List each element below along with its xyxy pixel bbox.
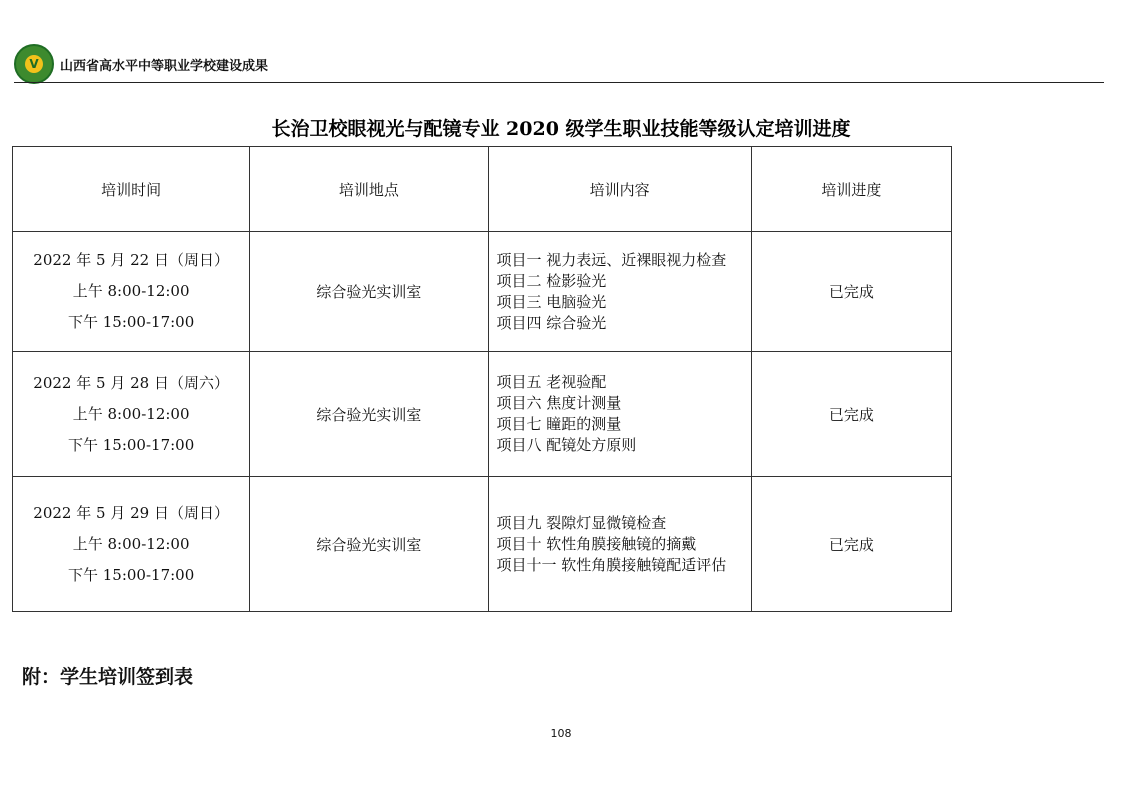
- project-item: 项目六 焦度计测量: [496, 394, 622, 412]
- document-title: 长治卫校眼视光与配镜专业 2020 级学生职业技能等级认定培训进度: [271, 118, 851, 140]
- project-item: 项目九 裂隙灯显微镜检查: [496, 513, 667, 532]
- column-header-place: 培训地点: [250, 147, 488, 232]
- table-row: [13, 352, 952, 477]
- project-item: 项目三 电脑验光: [496, 292, 607, 311]
- training-progress-table: [12, 146, 952, 612]
- column-header-content: 培训内容: [488, 147, 751, 232]
- progress-cell: 已完成: [751, 232, 951, 352]
- project-item: 项目一 视力表远、近裸眼视力检查: [496, 250, 727, 269]
- morning-time-text: 上午 8:00-12:00: [72, 404, 190, 423]
- morning-time-text: 上午 8:00-12:00: [72, 282, 190, 300]
- time-cell: [13, 352, 250, 477]
- afternoon-time-text: 下午 15:00-17:00: [67, 435, 195, 454]
- header-divider: [14, 82, 1104, 83]
- table-row: [13, 477, 952, 612]
- place-cell: 综合验光实训室: [250, 477, 488, 612]
- header-title: 山西省高水平中等职业学校建设成果: [60, 58, 269, 74]
- place-cell: 综合验光实训室: [250, 232, 488, 352]
- project-item: 项目八 配镜处方原则: [496, 436, 637, 454]
- progress-cell: 已完成: [751, 352, 951, 477]
- column-header-time: 培训时间: [13, 147, 250, 232]
- date-text: 2022 年 5 月 28 日（周六）: [33, 373, 229, 392]
- afternoon-time-text: 下午 15:00-17:00: [67, 313, 195, 331]
- page-header: [14, 44, 268, 84]
- project-item: 项目七 瞳距的测量: [496, 415, 622, 433]
- project-item: 项目四 综合验光: [496, 313, 607, 332]
- place-cell: 综合验光实训室: [250, 352, 488, 477]
- page-number: 108: [550, 727, 572, 740]
- column-header-progress: 培训进度: [751, 147, 951, 232]
- project-item: 项目二 检影验光: [496, 271, 607, 290]
- morning-time-text: 上午 8:00-12:00: [72, 534, 190, 553]
- time-cell: [13, 477, 250, 612]
- content-cell: [488, 232, 751, 352]
- date-text: 2022 年 5 月 22 日（周日）: [33, 251, 229, 269]
- table-row: [13, 232, 952, 352]
- attachment-heading: 附：学生培训签到表: [22, 666, 194, 688]
- afternoon-time-text: 下午 15:00-17:00: [67, 565, 195, 584]
- date-text: 2022 年 5 月 29 日（周日）: [33, 503, 229, 522]
- table-header-row: [13, 147, 952, 232]
- project-item: 项目十一 软性角膜接触镜配适评估: [496, 555, 727, 574]
- school-emblem-icon: V: [14, 44, 54, 84]
- progress-cell: 已完成: [751, 477, 951, 612]
- project-item: 项目十 软性角膜接触镜的摘戴: [496, 534, 697, 553]
- project-item: 项目五 老视验配: [496, 373, 607, 391]
- content-cell: [488, 352, 751, 477]
- content-cell: [488, 477, 751, 612]
- time-cell: [13, 232, 250, 352]
